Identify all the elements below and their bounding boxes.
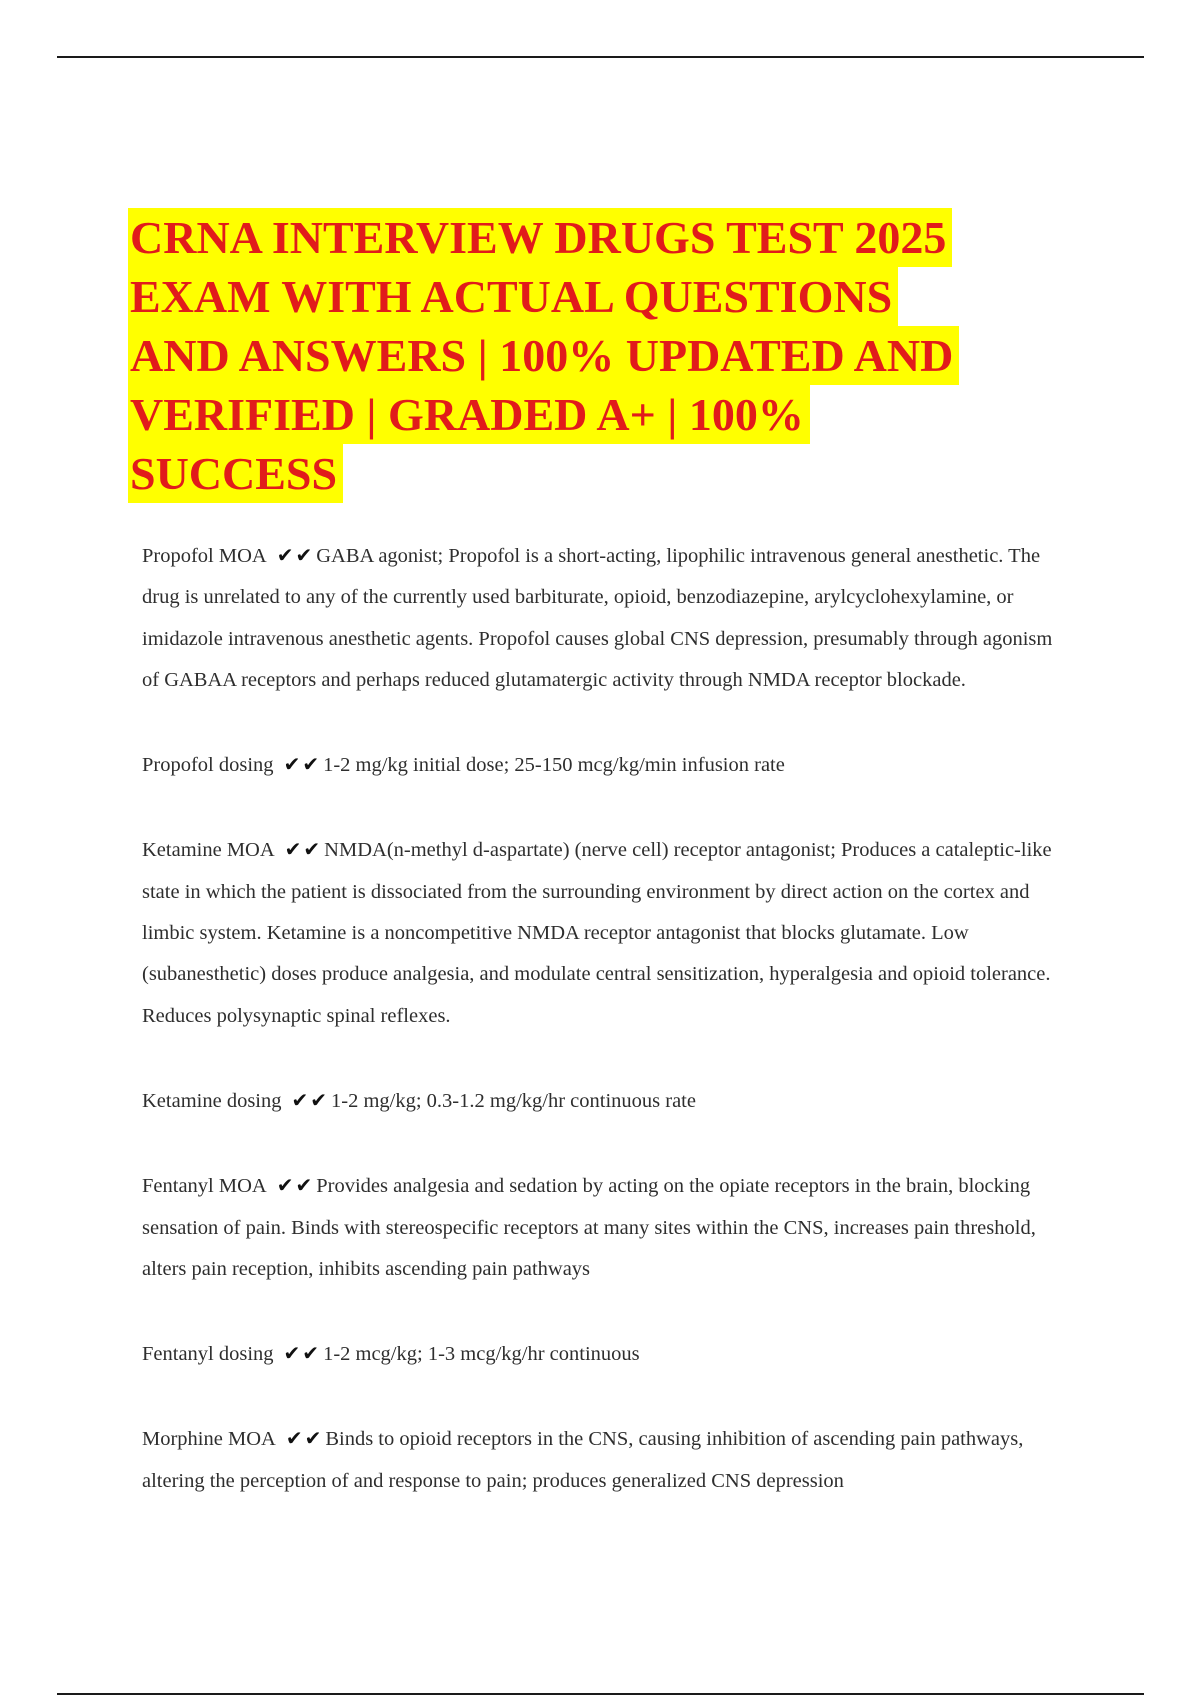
title-line: EXAM WITH ACTUAL QUESTIONS [128,267,898,326]
question-term: Propofol dosing [142,754,274,777]
question-term: Fentanyl MOA [142,1175,267,1198]
qa-item-fentanyl-moa [142,1165,1067,1290]
qa-item-ketamine-moa [142,829,1067,1036]
qa-item-morphine-moa [142,1418,1067,1502]
answer-text: GABA agonist; Propofol is a short-acting, lipophilic intravenous general anesthetic. The drug is unrelated to any of the currently used barbiturate, opioid, benzodiazepine, arylcyclohexylamine, or imidazole intravenous anesthetic agents. Propofol causes global CNS depression, presumably through agonism of GABAA receptors and perhaps reduced glutamatergic activity through NMDA receptor blockade. [142,545,1053,691]
title-line: VERIFIED | GRADED A+ | 100% [128,385,810,444]
question-term: Ketamine dosing [142,1089,282,1112]
double-check-icon: ✔✔ [276,543,315,567]
qa-item-fentanyl-dosing [142,1333,1067,1375]
double-check-icon: ✔✔ [285,1426,324,1451]
question-term: Morphine MOA [142,1428,276,1451]
answer-text: 1-2 mg/kg; 0.3-1.2 mg/kg/hr continuous rate [331,1089,696,1112]
answer-text: 1-2 mcg/kg; 1-3 mcg/kg/hr continuous [323,1343,640,1366]
double-check-icon: ✔✔ [283,752,322,777]
question-term: Fentanyl dosing [142,1343,274,1366]
bottom-divider [57,1693,1144,1695]
question-term: Ketamine MOA [142,839,275,862]
double-check-icon: ✔✔ [283,1341,322,1366]
title-line: SUCCESS [128,444,343,503]
double-check-icon: ✔✔ [284,837,323,862]
double-check-icon: ✔✔ [276,1173,315,1198]
answer-text: 1-2 mg/kg initial dose; 25-150 mcg/kg/min infusion rate [323,754,785,777]
title-line: CRNA INTERVIEW DRUGS TEST 2025 [128,208,952,267]
answer-text: NMDA(n-methyl d-aspartate) (nerve cell) receptor antagonist; Produces a cataleptic-like state in which the patient is dissociated from the surrounding environment by direct action on the cortex and limbic system. Ketamine is a noncompetitive NMDA receptor antagonist that blocks glutamate. Low (subanesthetic) doses produce analgesia, and modulate central sensitization, hyperalgesia and opioid tolerance. Reduces polysynaptic spinal reflexes. [142,839,1052,1027]
answer-text: Binds to opioid receptors in the CNS, causing inhibition of ascending pain pathways, altering the perception of and response to pain; produces generalized CNS depression [142,1428,1024,1492]
qa-item-propofol-dosing [142,744,1067,786]
top-divider [57,56,1144,58]
qa-item-ketamine-dosing [142,1080,1067,1122]
question-term: Propofol MOA [142,545,267,567]
double-check-icon: ✔✔ [291,1087,330,1112]
document-title [128,208,1088,503]
qa-item-propofol-moa [142,535,1067,701]
qa-list [142,535,1067,1502]
answer-text: Provides analgesia and sedation by acting on the opiate receptors in the brain, blocking sensation of pain. Binds with stereospecific receptors at many sites within the CNS, increases pain threshold, alters pain reception, inhibits ascending pain pathways [142,1175,1036,1280]
title-line: AND ANSWERS | 100% UPDATED AND [128,326,959,385]
